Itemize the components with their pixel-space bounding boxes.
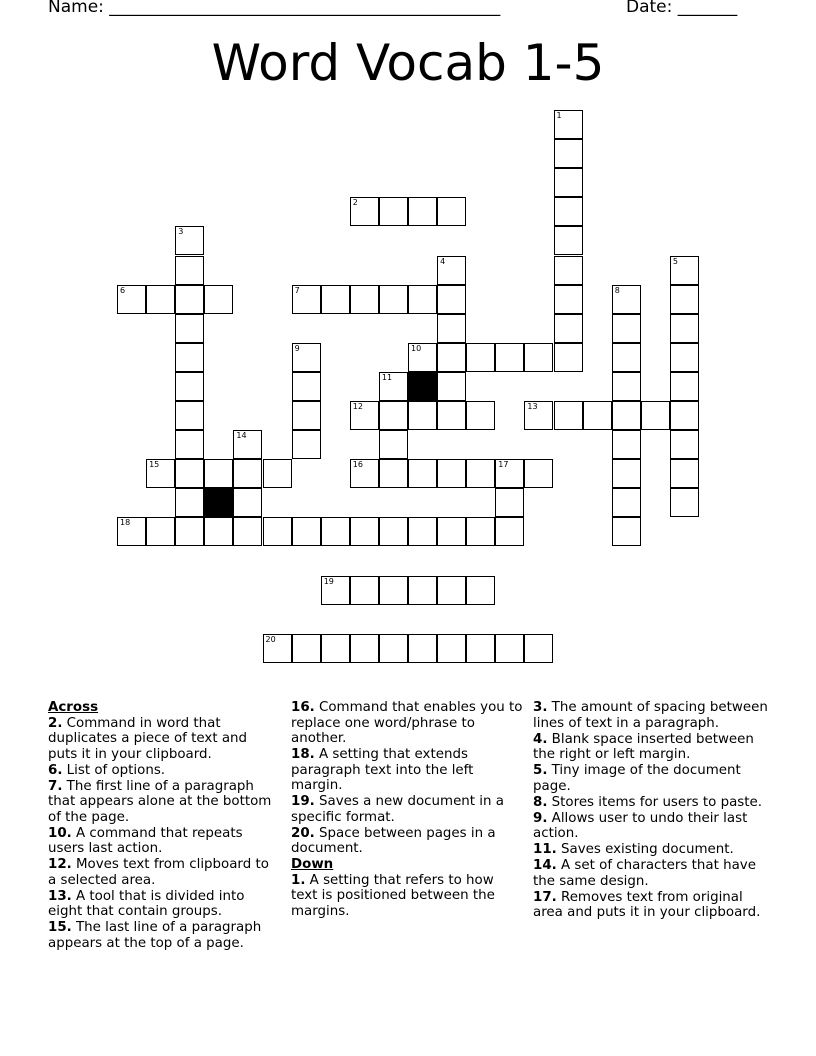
clue-7: 7. The first line of a paragraph that appears alone at the bottom of the page. — [48, 778, 272, 825]
clue-1: 1. A setting that refers to how text is positioned between the margins. — [291, 872, 495, 919]
clue-number-3: 3 — [178, 227, 184, 237]
clue-8: 8. Stores items for users to paste. — [533, 794, 763, 810]
clue-16: 16. Command that enables you to replace one word/phrase to another. — [291, 700, 523, 746]
clue-19: 19. Saves a new document in a specific format. — [291, 794, 504, 825]
grid-cell — [554, 168, 583, 197]
grid-cell — [408, 285, 437, 314]
clue-number-1: 1 — [556, 111, 562, 120]
clue-number-12: 12 — [352, 402, 363, 411]
clue-10: 10. A command that repeats users last action. — [48, 825, 243, 856]
clue-number-9: 9 — [294, 343, 300, 353]
grid-cell — [583, 401, 612, 430]
grid-cell — [437, 314, 466, 343]
grid-cell — [263, 517, 292, 546]
clue-14: 14. A set of characters that have the same design. — [533, 858, 756, 889]
grid-cell — [175, 343, 204, 372]
grid-cell — [670, 430, 699, 459]
clue-number-5: 5 — [672, 256, 678, 266]
grid-cell — [408, 459, 437, 488]
grid-cell — [292, 372, 321, 401]
grid-cell — [495, 343, 524, 372]
clue-number-19: 19 — [323, 576, 334, 586]
grid-cell — [263, 459, 292, 488]
grid-cell — [612, 517, 641, 546]
grid-cell — [554, 285, 583, 314]
grid-cell — [466, 517, 495, 546]
grid-cell — [495, 488, 524, 517]
clue-12: 12. Moves text from clipboard to a selected area. — [48, 857, 269, 888]
clue-20: 20. Space between pages in a document. — [291, 825, 496, 856]
grid-cell — [408, 401, 437, 430]
date-field-label: Date: _______ — [626, 0, 738, 17]
down-heading: Down — [291, 857, 334, 872]
grid-cell — [612, 459, 641, 488]
grid-cell — [554, 401, 583, 430]
grid-cell — [175, 517, 204, 546]
grid-cell — [379, 197, 408, 226]
clue-number-11: 11 — [381, 372, 393, 382]
grid-cell — [233, 488, 262, 517]
grid-cell — [554, 226, 583, 255]
grid-cell — [350, 517, 379, 546]
grid-cell — [379, 459, 408, 488]
grid-cell — [437, 197, 466, 226]
clue-number-10: 10 — [411, 343, 422, 353]
clue-number-16: 16 — [352, 460, 363, 470]
grid-cell — [379, 634, 408, 663]
down-clue-list — [291, 873, 523, 920]
grid-cell — [379, 430, 408, 459]
grid-cell — [554, 314, 583, 343]
grid-cell — [554, 197, 583, 226]
clue-number-6: 6 — [120, 285, 126, 295]
clue-3: 3. The amount of spacing between lines of text in a paragraph. — [533, 700, 768, 731]
grid-cell — [437, 372, 466, 401]
clue-column-1 — [48, 700, 280, 952]
grid-cell — [670, 488, 699, 517]
grid-cell — [146, 517, 175, 546]
clue-18: 18. A setting that extends paragraph text into the left margin. — [291, 747, 474, 793]
grid-cell — [612, 343, 641, 372]
grid-cell — [350, 285, 379, 314]
grid-cell — [437, 285, 466, 314]
grid-cell — [292, 634, 321, 663]
grid-cell — [612, 401, 641, 430]
grid-cell — [408, 634, 437, 663]
grid-cell — [175, 459, 204, 488]
grid-cell — [204, 285, 233, 314]
grid-cell — [204, 459, 233, 488]
clue-column-3 — [533, 700, 771, 921]
grid-cell — [233, 459, 262, 488]
clue-number-17: 17 — [498, 460, 509, 470]
grid-cell — [379, 517, 408, 546]
clue-6: 6. List of options. — [48, 762, 166, 778]
clue-number-4: 4 — [440, 256, 446, 266]
grid-cell — [379, 401, 408, 430]
grid-cell — [321, 517, 350, 546]
grid-cell — [437, 401, 466, 430]
grid-cell — [466, 576, 495, 605]
grid-cell — [554, 256, 583, 285]
grid-cell — [175, 256, 204, 285]
grid-cell — [466, 401, 495, 430]
grid-cell — [670, 401, 699, 430]
grid-cell — [437, 517, 466, 546]
grid-cell — [437, 459, 466, 488]
grid-cell — [466, 343, 495, 372]
grid-cell — [175, 430, 204, 459]
clue-15: 15. The last line of a paragraph appears at the top of a page. — [48, 920, 262, 951]
grid-cell — [292, 430, 321, 459]
grid-cell — [175, 401, 204, 430]
grid-cell — [350, 634, 379, 663]
grid-cell — [524, 459, 553, 488]
clue-number-20: 20 — [265, 634, 276, 644]
clue-number-2: 2 — [352, 198, 358, 208]
grid-cell — [321, 634, 350, 663]
grid-cell — [292, 517, 321, 546]
clue-number-18: 18 — [120, 518, 131, 528]
across-heading: Across — [48, 700, 99, 715]
grid-cell — [524, 634, 553, 663]
grid-cell — [379, 285, 408, 314]
grid-cell — [612, 372, 641, 401]
grid-cell — [495, 517, 524, 546]
clue-11: 11. Saves existing document. — [533, 842, 734, 857]
grid-cell — [175, 372, 204, 401]
clue-5: 5. Tiny image of the document page. — [533, 763, 741, 794]
grid-cell — [670, 372, 699, 401]
grid-cell — [612, 430, 641, 459]
clue-13: 13. A tool that is divided into eight that contain groups. — [48, 888, 245, 919]
grid-cell — [379, 576, 408, 605]
black-square — [204, 488, 233, 517]
clue-number-14: 14 — [236, 431, 247, 441]
grid-cell — [437, 634, 466, 663]
grid-cell — [204, 517, 233, 546]
grid-cell — [466, 459, 495, 488]
grid-cell — [175, 488, 204, 517]
clue-column-2 — [291, 700, 523, 920]
grid-cell — [554, 139, 583, 168]
clue-17: 17. Removes text from original area and puts it in your clipboard. — [533, 889, 761, 920]
grid-cell — [670, 314, 699, 343]
across-clue-list-continued — [291, 700, 523, 857]
grid-cell — [670, 459, 699, 488]
grid-cell — [554, 343, 583, 372]
grid-cell — [175, 314, 204, 343]
black-square — [408, 372, 437, 401]
grid-cell — [612, 314, 641, 343]
down-clue-list-continued — [533, 700, 771, 921]
name-field-label: Name: ______________________________________________ — [48, 0, 501, 17]
clue-2: 2. Command in word that duplicates a piece of text and puts it in your clipboard. — [48, 715, 248, 762]
page-title: Word Vocab 1-5 — [211, 34, 605, 92]
grid-cell — [408, 197, 437, 226]
grid-cell — [408, 576, 437, 605]
grid-cell — [466, 634, 495, 663]
clue-number-15: 15 — [149, 460, 160, 470]
grid-cell — [670, 343, 699, 372]
clue-number-8: 8 — [614, 285, 620, 295]
grid-cell — [641, 401, 670, 430]
grid-cell — [321, 285, 350, 314]
across-clue-list — [48, 716, 280, 952]
clue-9: 9. Allows user to undo their last action. — [533, 810, 748, 841]
grid-cell — [175, 285, 204, 314]
grid-cell — [524, 343, 553, 372]
grid-cell — [437, 343, 466, 372]
grid-cell — [292, 401, 321, 430]
clue-number-13: 13 — [527, 402, 538, 411]
grid-cell — [408, 517, 437, 546]
grid-cell — [146, 285, 175, 314]
clue-4: 4. Blank space inserted between the right or left margin. — [533, 731, 754, 762]
grid-cell — [350, 576, 379, 605]
grid-cell — [612, 488, 641, 517]
grid-cell — [670, 285, 699, 314]
clue-number-7: 7 — [294, 285, 300, 295]
grid-cell — [495, 634, 524, 663]
grid-cell — [233, 517, 262, 546]
grid-cell — [437, 576, 466, 605]
